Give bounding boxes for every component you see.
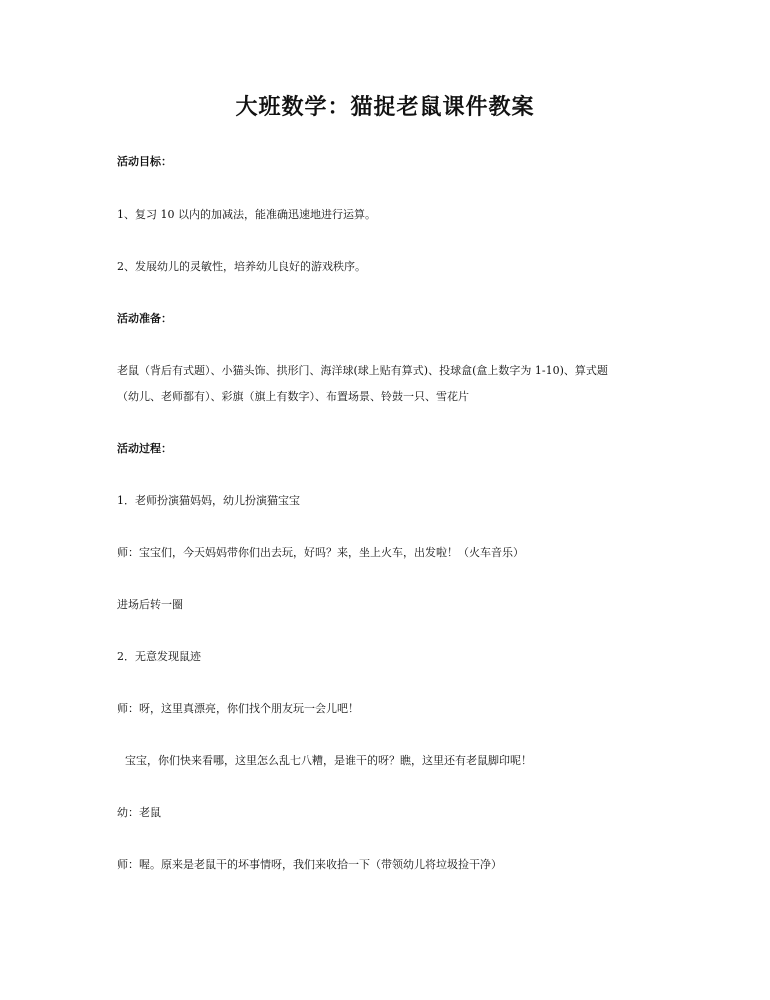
section-heading-process: 活动过程： [117,442,172,455]
paragraph-step-2: 2．无意发现鼠迹 [117,650,201,663]
paragraph-teacher-line-1: 师：宝宝们，今天妈妈带你们出去玩，好吗？来，坐上火车，出发啦！（火车音乐） [117,546,524,559]
paragraph-enter-note: 进场后转一圈 [117,598,183,611]
paragraph-teacher-line-2: 师：呀，这里真漂亮，你们找个朋友玩一会儿吧！ [117,702,359,715]
paragraph-teacher-line-4: 师：喔。原来是老鼠干的坏事情呀，我们来收拾一下（带领幼儿将垃圾捡干净） [117,858,502,871]
section-heading-goals: 活动目标： [117,155,172,168]
paragraph-step-1: 1．老师扮演猫妈妈，幼儿扮演猫宝宝 [117,494,300,507]
document-title: 大班数学：猫捉老鼠课件教案 [235,94,535,120]
paragraph-teacher-line-3: 宝宝，你们快来看哪，这里怎么乱七八糟，是谁干的呀？瞧，这里还有老鼠脚印呢！ [125,754,532,767]
paragraph-child-answer: 幼：老鼠 [117,806,161,819]
paragraph-goal-1: 1、复习 10 以内的加减法，能准确迅速地进行运算。 [117,208,376,221]
paragraph-preparation-line-1: 老鼠（背后有式题）、小猫头饰、拱形门、海洋球(球上贴有算式)、投球盒(盒上数字为 1-10)、算式题 [117,364,608,377]
paragraph-preparation-line-2: （幼儿、老师都有）、彩旗（旗上有数字）、布置场景、铃鼓一只、雪花片 [117,390,469,403]
section-heading-preparation: 活动准备： [117,312,172,325]
paragraph-goal-2: 2、发展幼儿的灵敏性，培养幼儿良好的游戏秩序。 [117,260,366,273]
